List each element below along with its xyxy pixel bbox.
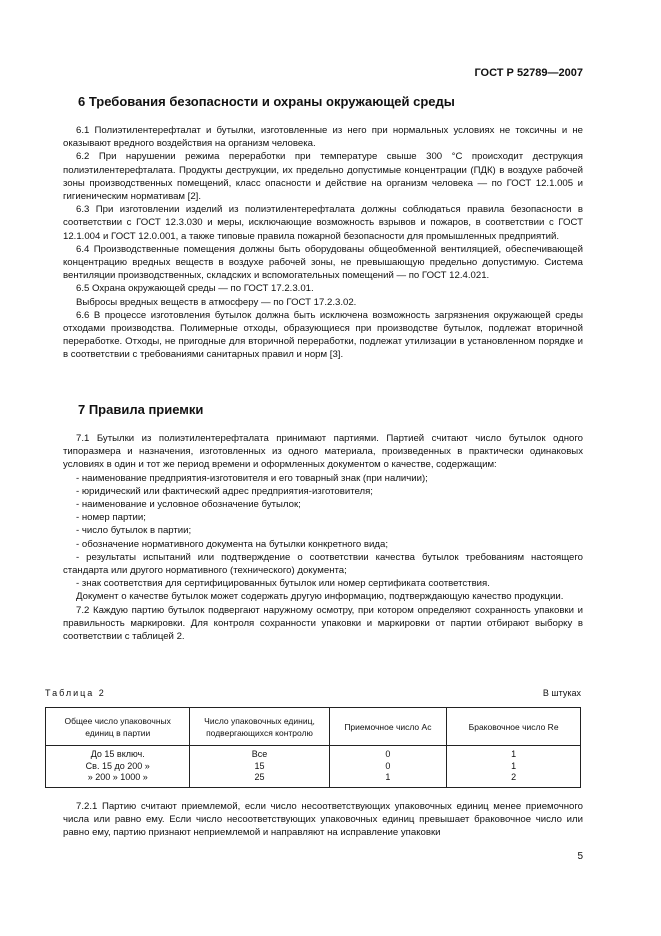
column-header: Приемочное число Ас (329, 708, 447, 746)
paragraph-6-5-emissions: Выбросы вредных веществ в атмосферу — по ГОСТ 17.2.3.02. (76, 296, 357, 308)
table-2 (45, 707, 581, 788)
section-6-body (63, 124, 583, 362)
section-7-title: 7 Правила приемки (78, 402, 204, 417)
table-cell: » 200 » 1000 » (46, 772, 190, 787)
list-item: - обозначение нормативного документа на бутылки конкретного вида; (76, 538, 388, 550)
table-caption: Таблица 2 (45, 688, 106, 698)
paragraph-6-2: 6.2 При нарушении режима переработки при температуре свыше 300 °С происходит деструкция полиэтилентерефталата. Продукты деструкции, их предельно допустимые концентрации (ПДК) в воздухе рабочей зоны производственных помещений, класс опасности и действие на организм человека — по ГОСТ 12.1.005 и гигиеническим нормативам [2]. (63, 151, 583, 203)
paragraph-6-5: 6.5 Охрана окружающей среды — по ГОСТ 17.2.3.01. (76, 283, 314, 295)
table-cell: 1 (447, 746, 581, 761)
paragraph-6-3: 6.3 При изготовлении изделий из полиэтилентерефталата должны соблюдаться правила безопасности в соответствии с ГОСТ 12.3.030 и меры, исключающие возможность взрывов и пожаров, в соответствии с ГОСТ 12.1.004 и ГОСТ 12.0.001, а также типовые правила пожарной безопасности для промышленных предприятий. (63, 204, 583, 242)
table-2-caption-row (45, 688, 581, 698)
paragraph-7-2: 7.2 Каждую партию бутылок подвергают наружному осмотру, при котором определяют сохранность упаковки и правильность маркировки. Для контроля сохранности упаковки и маркировки от партии отбирают выборку в соответствии с таблицей 2. (63, 604, 583, 643)
table-cell: 1 (329, 772, 447, 787)
table-cell: До 15 включ. (46, 746, 190, 761)
table-cell: Св. 15 до 200 » (46, 761, 190, 773)
table-units: В штуках (542, 688, 581, 698)
table-cell: 1 (447, 761, 581, 773)
column-header: Число упаковочных единиц, подвергающихся контролю (190, 708, 329, 746)
table-cell: 0 (329, 746, 447, 761)
column-header: Общее число упаковочных единиц в партии (46, 708, 190, 746)
paragraph-6-6: 6.6 В процессе изготовления бутылок должна быть исключена возможность загрязнения окружающей среды отходами производства. Полимерные отходы, образующиеся при производстве бутылок, подлежат вторичной переработке. Отходы, не пригодные для вторичной переработки, подлежат утилизации в установленном порядке и в соответствии с требованиями санитарных правил и норм [3]. (63, 309, 583, 361)
section-6-title: 6 Требования безопасности и охраны окружающей среды (78, 94, 455, 109)
list-item: - результаты испытаний или подтверждение о соответствии качества бутылок требованиям настоящего стандарта или другого нормативного (технического) документа; (63, 551, 583, 577)
table-row (46, 761, 581, 773)
page-number: 5 (577, 851, 583, 862)
list-item: - наименование и условное обозначение бутылок; (76, 499, 301, 511)
table-cell: 0 (329, 761, 447, 773)
paragraph-6-1: 6.1 Полиэтилентерефталат и бутылки, изготовленные из него при нормальных условиях не токсичны и не оказывают вредного воздействия на организм человека. (63, 125, 583, 150)
paragraph-6-4: 6.4 Производственные помещения должны быть оборудованы общеобменной вентиляцией, обеспечивающей концентрацию вредных веществ в воздухе рабочей зоны, не превышающую предельно допустимую. Система вентиляции производственных, складских и вспомогательных помещений — по ГОСТ 12.4.021. (63, 243, 583, 282)
list-item: - юридический или фактический адрес предприятия-изготовителя; (76, 485, 373, 497)
standard-header: ГОСТ Р 52789—2007 (474, 67, 583, 79)
table-cell: 2 (447, 772, 581, 787)
table-cell: 25 (190, 772, 329, 787)
list-item: - знак соответствия для сертифицированных бутылок или номер сертификата соответствия. (76, 578, 490, 590)
paragraph-doc-note: Документ о качестве бутылок может содержать другую информацию, подтверждающую качество продукции. (76, 591, 564, 603)
table-header-row (46, 708, 581, 746)
section-7-2-1-body (63, 800, 583, 840)
column-header: Браковочное число Re (447, 708, 581, 746)
table-row (46, 772, 581, 787)
table-row (46, 746, 581, 761)
list-item: - номер партии; (76, 512, 146, 524)
list-item: - наименование предприятия-изготовителя и его товарный знак (при наличии); (76, 472, 428, 484)
table-cell: Все (190, 746, 329, 761)
section-7-body (63, 432, 583, 643)
paragraph-7-1: 7.1 Бутылки из полиэтилентерефталата принимают партиями. Партией считают число бутылок одного типоразмера и назначения, изготовленных из одного материала, произведенных в практически одинаковых условиях в один и тот же период времени и оформленных документом о качестве, содержащим: (63, 433, 583, 471)
list-item: - число бутылок в партии; (76, 525, 192, 537)
paragraph-7-2-1: 7.2.1 Партию считают приемлемой, если число несоответствующих упаковочных единиц менее приемочного числа или равно ему. Если число несоответствующих упаковочных единиц превышает браковочное число или равно ему, партию признают неприемлемой и направляют на исправление упаковки (63, 801, 583, 839)
table-cell: 15 (190, 761, 329, 773)
